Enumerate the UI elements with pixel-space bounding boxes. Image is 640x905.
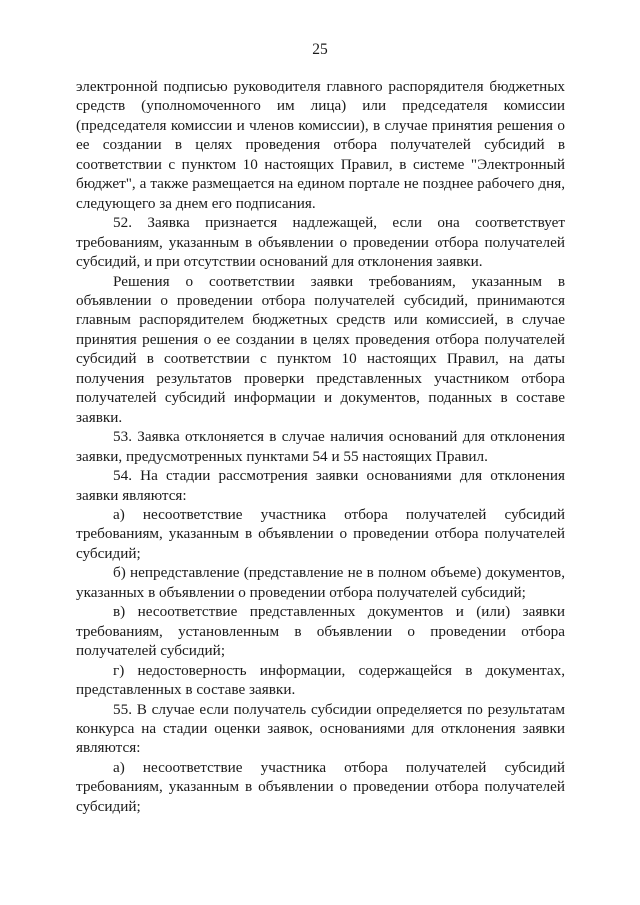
paragraph-54-v: в) несоответствие представленных документов и (или) заявки требованиям, установленным в объявлении о проведении отбора получателей субсидий;: [76, 603, 565, 660]
paragraph-55: 55. В случае если получатель субсидии определяется по результатам конкурса на стадии оценки заявок, основаниями для отклонения заявки являются:: [76, 700, 565, 757]
page-number: 25: [312, 41, 328, 58]
paragraph-54: 54. На стадии рассмотрения заявки основаниями для отклонения заявки являются:: [76, 467, 565, 504]
paragraph-52-decisions: Решения о соответствии заявки требованиям, указанным в объявлении о проведении отбора получателей субсидий, принимаются главным распорядителем бюджетных средств или комиссией, в случае принятия решения о ее создании в целях проведения отбора получателей субсидий в соответствии с пунктом 10 настоящих Правил, на даты получения результатов проверки представленных участником отбора получателей субсидий информации и документов, поданных в составе заявки.: [76, 272, 565, 426]
document-body: [76, 77, 565, 816]
paragraph-55-a: а) несоответствие участника отбора получателей субсидий требованиям, указанным в объявлении о проведении отбора получателей субсидий;: [76, 758, 565, 815]
paragraph-53: 53. Заявка отклоняется в случае наличия оснований для отклонения заявки, предусмотренных пунктами 54 и 55 настоящих Правил.: [76, 428, 565, 465]
paragraph-continuation: электронной подписью руководителя главного распорядителя бюджетных средств (уполномоченного им лица) или председателя комиссии (председателя комиссии и членов комиссии), в случае принятия решения о ее создании в целях проведения отбора получателей субсидий в соответствии с пунктом 10 настоящих Правил, в системе "Электронный бюджет", а также размещается на едином портале не позднее рабочего дня, следующего за днем его подписания.: [76, 78, 565, 212]
paragraph-52: 52. Заявка признается надлежащей, если она соответствует требованиям, указанным в объявлении о проведении отбора получателей субсидий, и при отсутствии оснований для отклонения заявки.: [76, 214, 565, 271]
paragraph-54-b: б) непредставление (представление не в полном объеме) документов, указанных в объявлении о проведении отбора получателей субсидий;: [76, 564, 565, 601]
paragraph-54-a: а) несоответствие участника отбора получателей субсидий требованиям, указанным в объявлении о проведении отбора получателей субсидий;: [76, 505, 565, 562]
paragraph-54-g: г) недостоверность информации, содержащейся в документах, представленных в составе заявки.: [76, 661, 565, 699]
